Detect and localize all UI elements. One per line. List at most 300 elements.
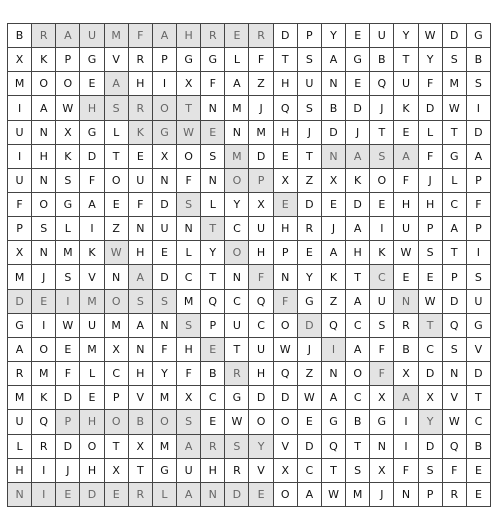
grid-cell[interactable]: D xyxy=(153,265,177,289)
grid-cell[interactable]: X xyxy=(274,459,298,483)
grid-cell[interactable]: S xyxy=(201,145,225,169)
grid-cell[interactable]: D xyxy=(274,386,298,410)
grid-cell[interactable]: O xyxy=(105,410,129,434)
grid-cell[interactable]: D xyxy=(249,145,273,169)
grid-cell[interactable]: P xyxy=(8,217,32,241)
grid-cell[interactable]: W xyxy=(298,386,322,410)
grid-cell[interactable]: S xyxy=(177,410,201,434)
grid-cell[interactable]: D xyxy=(153,193,177,217)
grid-cell[interactable]: M xyxy=(225,96,249,120)
grid-cell[interactable]: H xyxy=(201,459,225,483)
grid-cell[interactable]: F xyxy=(249,48,273,72)
grid-cell[interactable]: D xyxy=(443,290,467,314)
grid-cell[interactable]: T xyxy=(225,338,249,362)
grid-cell[interactable]: Q xyxy=(443,314,467,338)
grid-cell[interactable]: E xyxy=(467,483,491,507)
grid-cell[interactable]: Y xyxy=(322,24,346,48)
grid-cell[interactable]: X xyxy=(8,241,32,265)
grid-cell[interactable]: A xyxy=(394,145,418,169)
grid-cell[interactable]: G xyxy=(177,48,201,72)
grid-cell[interactable]: L xyxy=(153,483,177,507)
grid-cell[interactable]: A xyxy=(105,72,129,96)
grid-cell[interactable]: U xyxy=(394,217,418,241)
grid-cell[interactable]: S xyxy=(225,435,249,459)
grid-cell[interactable]: I xyxy=(153,72,177,96)
grid-cell[interactable]: Y xyxy=(419,48,443,72)
grid-cell[interactable]: E xyxy=(346,24,370,48)
grid-cell[interactable]: O xyxy=(249,410,273,434)
grid-cell[interactable]: H xyxy=(8,459,32,483)
grid-cell[interactable]: I xyxy=(8,96,32,120)
grid-cell[interactable]: E xyxy=(105,483,129,507)
grid-cell[interactable]: S xyxy=(346,459,370,483)
grid-cell[interactable]: E xyxy=(201,410,225,434)
grid-cell[interactable]: R xyxy=(32,24,56,48)
grid-cell[interactable]: G xyxy=(370,410,394,434)
grid-cell[interactable]: N xyxy=(201,169,225,193)
grid-cell[interactable]: D xyxy=(419,362,443,386)
grid-cell[interactable]: N xyxy=(274,265,298,289)
grid-cell[interactable]: F xyxy=(467,193,491,217)
grid-cell[interactable]: I xyxy=(394,410,418,434)
grid-cell[interactable]: X xyxy=(177,386,201,410)
grid-cell[interactable]: M xyxy=(105,314,129,338)
grid-cell[interactable]: I xyxy=(467,96,491,120)
grid-cell[interactable]: L xyxy=(419,121,443,145)
grid-cell[interactable]: S xyxy=(419,459,443,483)
grid-cell[interactable]: X xyxy=(370,459,394,483)
grid-cell[interactable]: U xyxy=(394,72,418,96)
grid-cell[interactable]: G xyxy=(298,290,322,314)
grid-cell[interactable]: E xyxy=(274,145,298,169)
grid-cell[interactable]: B xyxy=(467,48,491,72)
grid-cell[interactable]: J xyxy=(419,169,443,193)
grid-cell[interactable]: C xyxy=(225,290,249,314)
grid-cell[interactable]: K xyxy=(370,241,394,265)
grid-cell[interactable]: P xyxy=(249,169,273,193)
grid-cell[interactable]: N xyxy=(370,435,394,459)
grid-cell[interactable]: U xyxy=(8,410,32,434)
grid-cell[interactable]: D xyxy=(346,193,370,217)
grid-cell[interactable]: N xyxy=(225,121,249,145)
grid-cell[interactable]: D xyxy=(346,96,370,120)
grid-cell[interactable]: Z xyxy=(249,72,273,96)
grid-cell[interactable]: J xyxy=(370,96,394,120)
grid-cell[interactable]: R xyxy=(225,459,249,483)
grid-cell[interactable]: O xyxy=(346,362,370,386)
grid-cell[interactable]: A xyxy=(129,314,153,338)
grid-cell[interactable]: E xyxy=(249,483,273,507)
grid-cell[interactable]: D xyxy=(419,96,443,120)
grid-cell[interactable]: F xyxy=(8,193,32,217)
grid-cell[interactable]: K xyxy=(346,169,370,193)
grid-cell[interactable]: S xyxy=(153,290,177,314)
grid-cell[interactable]: J xyxy=(322,217,346,241)
grid-cell[interactable]: L xyxy=(8,435,32,459)
grid-cell[interactable]: N xyxy=(105,265,129,289)
grid-cell[interactable]: O xyxy=(105,169,129,193)
grid-cell[interactable]: S xyxy=(177,193,201,217)
grid-cell[interactable]: A xyxy=(129,265,153,289)
grid-cell[interactable]: S xyxy=(298,96,322,120)
grid-cell[interactable]: N xyxy=(322,145,346,169)
grid-cell[interactable]: S xyxy=(443,48,467,72)
grid-cell[interactable]: M xyxy=(153,435,177,459)
grid-cell[interactable]: Z xyxy=(105,217,129,241)
grid-cell[interactable]: U xyxy=(249,217,273,241)
grid-cell[interactable]: L xyxy=(105,121,129,145)
grid-cell[interactable]: M xyxy=(249,121,273,145)
grid-cell[interactable]: B xyxy=(201,362,225,386)
grid-cell[interactable]: L xyxy=(80,362,104,386)
grid-cell[interactable]: J xyxy=(56,459,80,483)
grid-cell[interactable]: S xyxy=(32,217,56,241)
grid-cell[interactable]: D xyxy=(8,290,32,314)
grid-cell[interactable]: U xyxy=(298,72,322,96)
grid-cell[interactable]: G xyxy=(467,314,491,338)
grid-cell[interactable]: F xyxy=(129,193,153,217)
grid-cell[interactable]: S xyxy=(105,96,129,120)
grid-cell[interactable]: I xyxy=(56,290,80,314)
grid-cell[interactable]: N xyxy=(322,362,346,386)
grid-cell[interactable]: F xyxy=(56,362,80,386)
grid-cell[interactable]: P xyxy=(56,48,80,72)
grid-cell[interactable]: T xyxy=(298,145,322,169)
grid-cell[interactable]: N xyxy=(177,217,201,241)
grid-cell[interactable]: O xyxy=(370,169,394,193)
grid-cell[interactable]: U xyxy=(177,459,201,483)
grid-cell[interactable]: F xyxy=(394,459,418,483)
grid-cell[interactable]: D xyxy=(298,193,322,217)
grid-cell[interactable]: O xyxy=(274,410,298,434)
grid-cell[interactable]: H xyxy=(274,72,298,96)
grid-cell[interactable]: V xyxy=(249,459,273,483)
grid-cell[interactable]: F xyxy=(443,459,467,483)
grid-cell[interactable]: A xyxy=(322,241,346,265)
grid-cell[interactable]: G xyxy=(346,48,370,72)
grid-cell[interactable]: Y xyxy=(201,241,225,265)
grid-cell[interactable]: C xyxy=(249,314,273,338)
grid-cell[interactable]: M xyxy=(225,145,249,169)
grid-cell[interactable]: S xyxy=(370,145,394,169)
grid-cell[interactable]: J xyxy=(32,265,56,289)
grid-cell[interactable]: U xyxy=(467,290,491,314)
grid-cell[interactable]: Q xyxy=(249,290,273,314)
grid-cell[interactable]: R xyxy=(32,435,56,459)
grid-cell[interactable]: S xyxy=(56,265,80,289)
grid-cell[interactable]: W xyxy=(394,241,418,265)
grid-cell[interactable]: D xyxy=(56,386,80,410)
grid-cell[interactable]: L xyxy=(177,241,201,265)
grid-cell[interactable]: J xyxy=(249,96,273,120)
grid-cell[interactable]: E xyxy=(201,121,225,145)
grid-cell[interactable]: E xyxy=(322,193,346,217)
grid-cell[interactable]: T xyxy=(201,265,225,289)
grid-cell[interactable]: R xyxy=(225,362,249,386)
grid-cell[interactable]: D xyxy=(80,483,104,507)
grid-cell[interactable]: F xyxy=(80,169,104,193)
grid-cell[interactable]: H xyxy=(129,72,153,96)
grid-cell[interactable]: M xyxy=(80,290,104,314)
grid-cell[interactable]: C xyxy=(346,386,370,410)
grid-cell[interactable]: N xyxy=(394,290,418,314)
grid-cell[interactable]: B xyxy=(394,338,418,362)
grid-cell[interactable]: R xyxy=(443,483,467,507)
grid-cell[interactable]: D xyxy=(467,121,491,145)
grid-cell[interactable]: F xyxy=(177,169,201,193)
grid-cell[interactable]: N xyxy=(153,314,177,338)
grid-cell[interactable]: M xyxy=(56,241,80,265)
grid-cell[interactable]: V xyxy=(105,48,129,72)
grid-cell[interactable]: H xyxy=(274,121,298,145)
grid-cell[interactable]: U xyxy=(80,314,104,338)
grid-cell[interactable]: N xyxy=(394,483,418,507)
grid-cell[interactable]: G xyxy=(56,193,80,217)
grid-cell[interactable]: A xyxy=(298,483,322,507)
grid-cell[interactable]: A xyxy=(153,24,177,48)
grid-cell[interactable]: J xyxy=(346,121,370,145)
grid-cell[interactable]: G xyxy=(8,314,32,338)
grid-cell[interactable]: O xyxy=(153,96,177,120)
grid-cell[interactable]: I xyxy=(394,435,418,459)
grid-cell[interactable]: R xyxy=(201,24,225,48)
grid-cell[interactable]: V xyxy=(467,338,491,362)
grid-cell[interactable]: T xyxy=(274,48,298,72)
grid-cell[interactable]: E xyxy=(298,241,322,265)
grid-cell[interactable]: N xyxy=(32,241,56,265)
grid-cell[interactable]: I xyxy=(322,338,346,362)
grid-cell[interactable]: N xyxy=(201,96,225,120)
grid-cell[interactable]: E xyxy=(394,121,418,145)
grid-cell[interactable]: J xyxy=(298,121,322,145)
grid-cell[interactable]: H xyxy=(80,459,104,483)
grid-cell[interactable]: B xyxy=(322,96,346,120)
grid-cell[interactable]: E xyxy=(274,193,298,217)
grid-cell[interactable]: K xyxy=(80,241,104,265)
grid-cell[interactable]: A xyxy=(80,193,104,217)
grid-cell[interactable]: Y xyxy=(419,410,443,434)
grid-cell[interactable]: T xyxy=(105,145,129,169)
grid-cell[interactable]: G xyxy=(467,24,491,48)
grid-cell[interactable]: D xyxy=(56,435,80,459)
grid-cell[interactable]: H xyxy=(177,24,201,48)
grid-cell[interactable]: E xyxy=(298,410,322,434)
grid-cell[interactable]: H xyxy=(249,241,273,265)
grid-cell[interactable]: H xyxy=(80,410,104,434)
grid-cell[interactable]: V xyxy=(129,386,153,410)
grid-cell[interactable]: U xyxy=(370,24,394,48)
grid-cell[interactable]: E xyxy=(105,193,129,217)
grid-cell[interactable]: P xyxy=(201,314,225,338)
grid-cell[interactable]: M xyxy=(8,72,32,96)
grid-cell[interactable]: W xyxy=(105,241,129,265)
grid-cell[interactable]: M xyxy=(80,338,104,362)
grid-cell[interactable]: M xyxy=(8,386,32,410)
grid-cell[interactable]: M xyxy=(177,290,201,314)
grid-cell[interactable]: J xyxy=(370,483,394,507)
grid-cell[interactable]: P xyxy=(467,217,491,241)
grid-cell[interactable]: A xyxy=(8,338,32,362)
grid-cell[interactable]: K xyxy=(129,121,153,145)
grid-cell[interactable]: O xyxy=(32,193,56,217)
grid-cell[interactable]: A xyxy=(322,386,346,410)
grid-cell[interactable]: E xyxy=(370,193,394,217)
grid-cell[interactable]: W xyxy=(419,24,443,48)
grid-cell[interactable]: S xyxy=(129,290,153,314)
grid-cell[interactable]: M xyxy=(443,72,467,96)
grid-cell[interactable]: B xyxy=(8,24,32,48)
grid-cell[interactable]: F xyxy=(370,338,394,362)
grid-cell[interactable]: V xyxy=(274,435,298,459)
grid-cell[interactable]: S xyxy=(419,241,443,265)
grid-cell[interactable]: F xyxy=(201,72,225,96)
grid-cell[interactable]: I xyxy=(32,483,56,507)
grid-cell[interactable]: U xyxy=(80,24,104,48)
grid-cell[interactable]: D xyxy=(249,386,273,410)
grid-cell[interactable]: U xyxy=(225,314,249,338)
grid-cell[interactable]: F xyxy=(419,72,443,96)
grid-cell[interactable]: I xyxy=(32,459,56,483)
grid-cell[interactable]: H xyxy=(346,241,370,265)
grid-cell[interactable]: Q xyxy=(274,362,298,386)
grid-cell[interactable]: P xyxy=(105,386,129,410)
grid-cell[interactable]: E xyxy=(153,241,177,265)
grid-cell[interactable]: E xyxy=(419,265,443,289)
grid-cell[interactable]: O xyxy=(80,435,104,459)
grid-cell[interactable]: T xyxy=(129,459,153,483)
grid-cell[interactable]: Y xyxy=(298,265,322,289)
grid-cell[interactable]: R xyxy=(201,435,225,459)
grid-cell[interactable]: G xyxy=(443,145,467,169)
grid-cell[interactable]: J xyxy=(298,338,322,362)
grid-cell[interactable]: M xyxy=(153,386,177,410)
grid-cell[interactable]: G xyxy=(153,459,177,483)
grid-cell[interactable]: A xyxy=(346,338,370,362)
grid-cell[interactable]: E xyxy=(56,483,80,507)
grid-cell[interactable]: Y xyxy=(249,435,273,459)
grid-cell[interactable]: V xyxy=(80,265,104,289)
grid-cell[interactable]: T xyxy=(346,265,370,289)
grid-cell[interactable]: R xyxy=(249,24,273,48)
grid-cell[interactable]: U xyxy=(8,169,32,193)
grid-cell[interactable]: O xyxy=(274,483,298,507)
grid-cell[interactable]: O xyxy=(225,241,249,265)
grid-cell[interactable]: S xyxy=(56,169,80,193)
grid-cell[interactable]: O xyxy=(225,169,249,193)
grid-cell[interactable]: A xyxy=(177,483,201,507)
grid-cell[interactable]: F xyxy=(419,145,443,169)
grid-cell[interactable]: K xyxy=(32,386,56,410)
grid-cell[interactable]: O xyxy=(32,72,56,96)
grid-cell[interactable]: T xyxy=(105,435,129,459)
grid-cell[interactable]: H xyxy=(419,193,443,217)
grid-cell[interactable]: A xyxy=(177,435,201,459)
grid-cell[interactable]: E xyxy=(129,145,153,169)
grid-cell[interactable]: H xyxy=(177,338,201,362)
grid-cell[interactable]: A xyxy=(346,217,370,241)
grid-cell[interactable]: O xyxy=(274,314,298,338)
grid-cell[interactable]: W xyxy=(56,96,80,120)
grid-cell[interactable]: H xyxy=(80,96,104,120)
grid-cell[interactable]: X xyxy=(322,169,346,193)
grid-cell[interactable]: A xyxy=(32,96,56,120)
grid-cell[interactable]: W xyxy=(443,410,467,434)
grid-cell[interactable]: C xyxy=(225,217,249,241)
grid-cell[interactable]: O xyxy=(105,290,129,314)
grid-cell[interactable]: G xyxy=(153,121,177,145)
grid-cell[interactable]: N xyxy=(225,265,249,289)
grid-cell[interactable]: I xyxy=(32,314,56,338)
grid-cell[interactable]: B xyxy=(370,48,394,72)
grid-cell[interactable]: E xyxy=(32,290,56,314)
grid-cell[interactable]: E xyxy=(467,459,491,483)
grid-cell[interactable]: X xyxy=(274,169,298,193)
grid-cell[interactable]: F xyxy=(153,338,177,362)
grid-cell[interactable]: A xyxy=(56,24,80,48)
grid-cell[interactable]: P xyxy=(443,265,467,289)
grid-cell[interactable]: C xyxy=(467,410,491,434)
grid-cell[interactable]: T xyxy=(443,121,467,145)
grid-cell[interactable]: U xyxy=(153,217,177,241)
grid-cell[interactable]: M xyxy=(8,265,32,289)
grid-cell[interactable]: N xyxy=(129,217,153,241)
grid-cell[interactable]: F xyxy=(394,169,418,193)
grid-cell[interactable]: T xyxy=(177,96,201,120)
grid-cell[interactable]: V xyxy=(443,386,467,410)
grid-cell[interactable]: R xyxy=(129,48,153,72)
grid-cell[interactable]: N xyxy=(32,121,56,145)
grid-cell[interactable]: R xyxy=(394,314,418,338)
grid-cell[interactable]: H xyxy=(394,193,418,217)
grid-cell[interactable]: H xyxy=(129,241,153,265)
grid-cell[interactable]: T xyxy=(322,459,346,483)
grid-cell[interactable]: K xyxy=(322,265,346,289)
grid-cell[interactable]: C xyxy=(105,362,129,386)
grid-cell[interactable]: G xyxy=(225,386,249,410)
grid-cell[interactable]: U xyxy=(8,121,32,145)
grid-cell[interactable]: F xyxy=(274,290,298,314)
grid-cell[interactable]: D xyxy=(419,435,443,459)
grid-cell[interactable]: D xyxy=(298,435,322,459)
grid-cell[interactable]: P xyxy=(467,169,491,193)
grid-cell[interactable]: S xyxy=(177,314,201,338)
grid-cell[interactable]: N xyxy=(32,169,56,193)
grid-cell[interactable]: Q xyxy=(322,435,346,459)
grid-cell[interactable]: I xyxy=(370,217,394,241)
grid-cell[interactable]: C xyxy=(298,459,322,483)
grid-cell[interactable]: N xyxy=(443,362,467,386)
grid-cell[interactable]: D xyxy=(298,314,322,338)
grid-cell[interactable]: C xyxy=(370,265,394,289)
grid-cell[interactable]: E xyxy=(201,338,225,362)
grid-cell[interactable]: M xyxy=(32,362,56,386)
grid-cell[interactable]: H xyxy=(249,362,273,386)
grid-cell[interactable]: R xyxy=(129,483,153,507)
grid-cell[interactable]: S xyxy=(298,48,322,72)
grid-cell[interactable]: Y xyxy=(225,193,249,217)
grid-cell[interactable]: M xyxy=(346,483,370,507)
grid-cell[interactable]: T xyxy=(346,435,370,459)
grid-cell[interactable]: Q xyxy=(443,435,467,459)
grid-cell[interactable]: N xyxy=(8,483,32,507)
grid-cell[interactable]: G xyxy=(201,48,225,72)
grid-cell[interactable]: O xyxy=(153,410,177,434)
grid-cell[interactable]: D xyxy=(322,121,346,145)
grid-cell[interactable]: R xyxy=(129,96,153,120)
grid-cell[interactable]: D xyxy=(80,145,104,169)
grid-cell[interactable]: W xyxy=(177,121,201,145)
grid-cell[interactable]: A xyxy=(322,48,346,72)
